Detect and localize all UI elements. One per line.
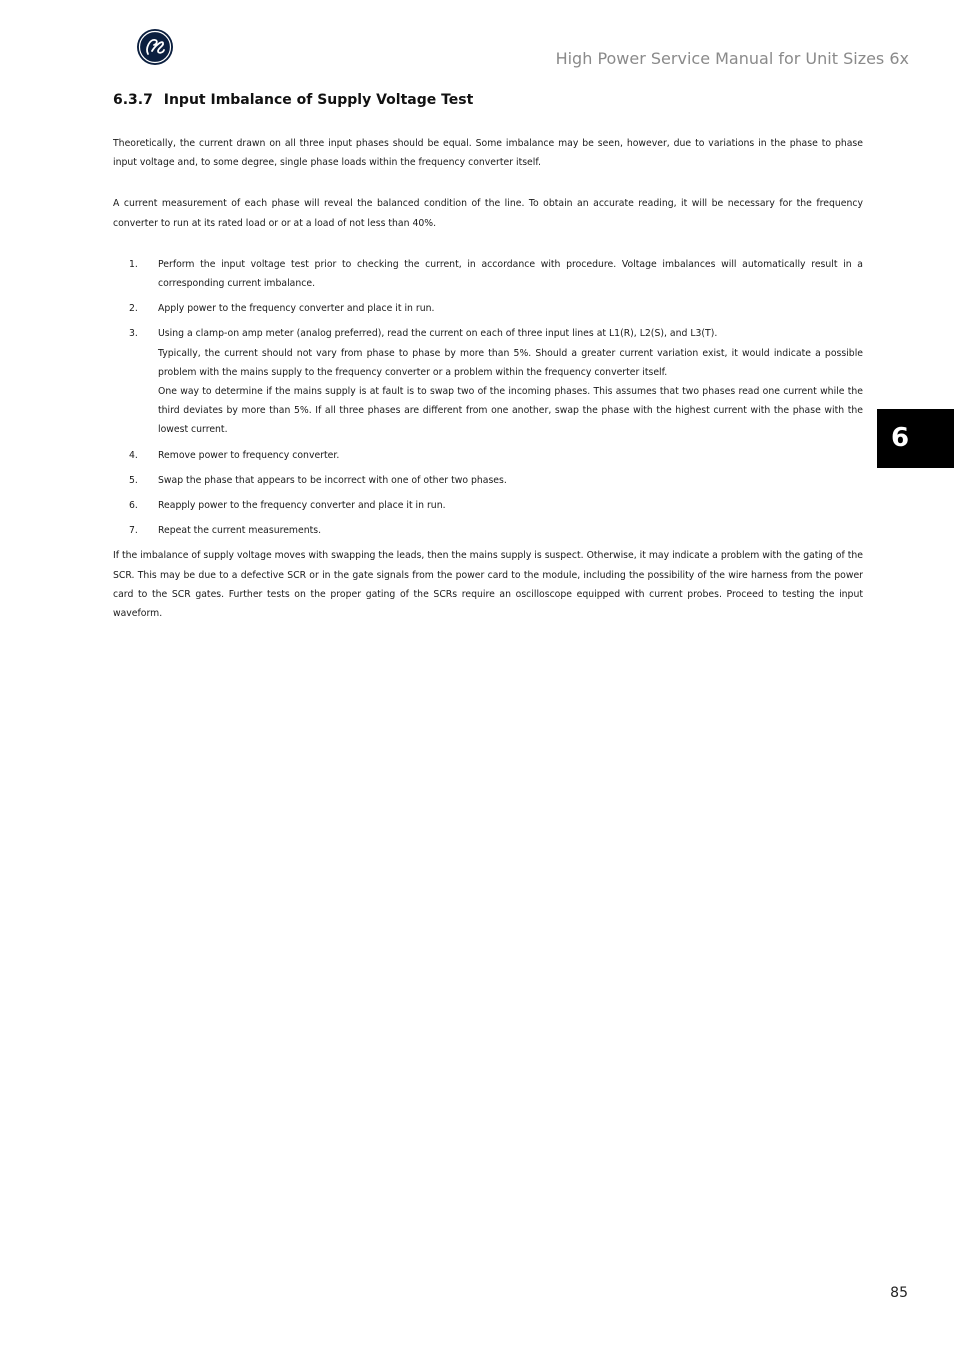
section-number: 6.3.7 xyxy=(113,92,153,108)
step-number: 7. xyxy=(129,525,138,537)
step-number: 2. xyxy=(129,303,138,315)
step-number: 6. xyxy=(129,500,138,512)
procedure-step xyxy=(113,496,863,515)
step-number: 4. xyxy=(129,449,138,461)
procedure-step xyxy=(113,446,863,465)
step-number: 3. xyxy=(129,328,138,340)
step-text: Apply power to the frequency converter and place it in run. xyxy=(158,303,435,315)
step-text: Swap the phase that appears to be incorrect with one of other two phases. xyxy=(158,474,507,486)
section-heading xyxy=(113,92,473,108)
ge-logo xyxy=(136,28,174,66)
intro-paragraph-1: Theoretically, the current drawn on all three input phases should be equal. Some imbalance may be seen, however, due to variations in the phase to phase input voltage and, to some degree, single phase loads within the frequency converter itself. xyxy=(113,138,863,169)
procedure-step xyxy=(113,521,863,540)
step-number: 1. xyxy=(129,258,138,270)
document-header-title: High Power Service Manual for Unit Sizes 6x xyxy=(555,49,909,68)
section-body xyxy=(113,134,863,623)
procedure-step xyxy=(113,255,863,293)
step-text: Repeat the current measurements. xyxy=(158,525,322,537)
page-number: 85 xyxy=(890,1285,908,1301)
step-text: Typically, the current should not vary from phase to phase by more than 5%. Should a greater current variation exist, it would indicate a possible problem with the mains supply to the frequency converter or a problem within the frequency converter itself. xyxy=(158,347,863,378)
procedure-step xyxy=(113,324,863,439)
procedure-step xyxy=(113,299,863,318)
step-text: Using a clamp-on amp meter (analog preferred), read the current on each of three input lines at L1(R), L2(S), and L3(T). xyxy=(158,328,718,340)
procedure-steps xyxy=(113,255,863,541)
step-text: Remove power to frequency converter. xyxy=(158,449,340,461)
procedure-step xyxy=(113,471,863,490)
step-text: Perform the input voltage test prior to checking the current, in accordance with procedure. Voltage imbalances will automatically result in a corresponding current imbalance. xyxy=(158,258,863,290)
step-text: Reapply power to the frequency converter and place it in run. xyxy=(158,500,446,512)
conclusion-paragraph: If the imbalance of supply voltage moves with swapping the leads, then the mains supply is suspect. Otherwise, it may indicate a problem with the gating of the SCR. This may be due to a defective SCR or in the gate signals from the power card to the module, including the possibility of the wire harness from the power card to the SCR gates. Further tests on the proper gating of the SCRs require an oscilloscope equipped with current probes. Proceed to testing the input waveform. xyxy=(113,550,863,620)
section-title: Input Imbalance of Supply Voltage Test xyxy=(163,92,474,108)
step-number: 5. xyxy=(129,474,138,486)
ge-logo-icon xyxy=(136,28,174,66)
step-text: One way to determine if the mains supply is at fault is to swap two of the incoming phases. This assumes that two phases read one current while the third deviates by more than 5%. If all three phases are different from one another, swap the phase with the highest current with the phase with the lowest current. xyxy=(158,386,863,436)
chapter-tab: 6 xyxy=(877,409,954,468)
intro-paragraph-2: A current measurement of each phase will reveal the balanced condition of the line. To obtain an accurate reading, it will be necessary for the frequency converter to run at its rated load or or at a load of not less than 40%. xyxy=(113,198,863,229)
